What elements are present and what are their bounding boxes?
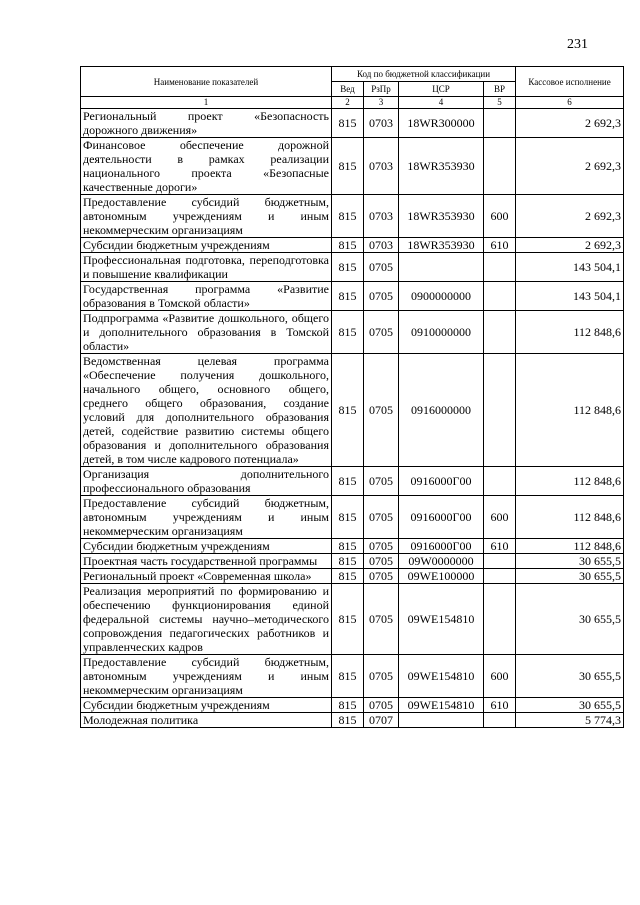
cell-amount: 30 655,5 [516, 655, 624, 698]
cell-name: Профессиональная подготовка, переподготовка и повышение квалификации [81, 253, 332, 282]
cell-vr [484, 138, 516, 195]
table-row [81, 253, 624, 282]
header-ved: Вед [332, 82, 364, 97]
cell-ved: 815 [332, 496, 364, 539]
cell-rzpr: 0703 [364, 138, 399, 195]
cell-name: Проектная часть государственной программы [81, 554, 332, 569]
cell-rzpr: 0705 [364, 253, 399, 282]
cell-ved: 815 [332, 698, 364, 713]
cell-amount: 112 848,6 [516, 311, 624, 354]
cell-csr: 0910000000 [399, 311, 484, 354]
cell-ved: 815 [332, 311, 364, 354]
cell-name: Финансовое обеспечение дорожной деятельности в рамках реализации национального проекта «Безопасные качественные дороги» [81, 138, 332, 195]
table-row [81, 569, 624, 584]
cell-amount: 2 692,3 [516, 109, 624, 138]
cell-vr: 610 [484, 539, 516, 554]
cell-csr: 09WE154810 [399, 655, 484, 698]
cell-name: Молодежная политика [81, 713, 332, 728]
col-number: 6 [516, 97, 624, 109]
cell-name: Субсидии бюджетным учреждениям [81, 539, 332, 554]
cell-vr [484, 282, 516, 311]
cell-vr [484, 467, 516, 496]
cell-vr: 600 [484, 655, 516, 698]
cell-amount: 112 848,6 [516, 467, 624, 496]
cell-vr: 610 [484, 238, 516, 253]
table-row [81, 584, 624, 655]
cell-rzpr: 0705 [364, 698, 399, 713]
cell-csr: 0900000000 [399, 282, 484, 311]
cell-rzpr: 0705 [364, 539, 399, 554]
cell-amount: 2 692,3 [516, 138, 624, 195]
cell-csr: 09WE154810 [399, 584, 484, 655]
cell-ved: 815 [332, 109, 364, 138]
cell-ved: 815 [332, 539, 364, 554]
cell-name: Организация дополнительного профессионального образования [81, 467, 332, 496]
cell-vr [484, 253, 516, 282]
cell-rzpr: 0705 [364, 467, 399, 496]
cell-csr: 0916000Г00 [399, 467, 484, 496]
cell-vr [484, 354, 516, 467]
header-vr: ВР [484, 82, 516, 97]
cell-amount: 30 655,5 [516, 698, 624, 713]
cell-vr [484, 569, 516, 584]
table-row [81, 496, 624, 539]
cell-amount: 143 504,1 [516, 253, 624, 282]
header-rzpr: РзПр [364, 82, 399, 97]
cell-ved: 815 [332, 238, 364, 253]
budget-table [80, 66, 624, 728]
col-number: 1 [81, 97, 332, 109]
header-csr: ЦСР [399, 82, 484, 97]
cell-name: Предоставление субсидий бюджетным, автономным учреждениям и иным некоммерческим организациям [81, 195, 332, 238]
cell-name: Ведомственная целевая программа «Обеспечение получения дошкольного, начального общего, основного общего, среднего общего образования, создание условий для дополнительного образования детей, содействие развитию системы общего образования и дополнительного образования детей, в том числе кадрового потенциала» [81, 354, 332, 467]
cell-rzpr: 0705 [364, 496, 399, 539]
cell-ved: 815 [332, 713, 364, 728]
table-row [81, 655, 624, 698]
table-row [81, 282, 624, 311]
table-row [81, 354, 624, 467]
cell-vr [484, 311, 516, 354]
header-amount: Кассовое исполнение [516, 67, 624, 97]
cell-csr [399, 713, 484, 728]
table-row [81, 713, 624, 728]
cell-csr: 09WE100000 [399, 569, 484, 584]
cell-amount: 2 692,3 [516, 238, 624, 253]
cell-amount: 112 848,6 [516, 496, 624, 539]
table-row [81, 467, 624, 496]
cell-vr [484, 109, 516, 138]
cell-amount: 30 655,5 [516, 569, 624, 584]
cell-ved: 815 [332, 138, 364, 195]
cell-csr: 0916000Г00 [399, 496, 484, 539]
cell-rzpr: 0705 [364, 569, 399, 584]
cell-csr: 0916000Г00 [399, 539, 484, 554]
cell-csr: 09WE154810 [399, 698, 484, 713]
cell-vr: 600 [484, 496, 516, 539]
cell-name: Субсидии бюджетным учреждениям [81, 698, 332, 713]
cell-amount: 30 655,5 [516, 584, 624, 655]
cell-name: Предоставление субсидий бюджетным, автономным учреждениям и иным некоммерческим организациям [81, 496, 332, 539]
cell-ved: 815 [332, 253, 364, 282]
header-name: Наименование показателей [81, 67, 332, 97]
header-classification: Код по бюджетной классификации [332, 67, 516, 82]
cell-name: Государственная программа «Развитие образования в Томской области» [81, 282, 332, 311]
cell-name: Субсидии бюджетным учреждениям [81, 238, 332, 253]
cell-vr [484, 554, 516, 569]
table-row [81, 698, 624, 713]
table-row [81, 138, 624, 195]
cell-csr: 18WR300000 [399, 109, 484, 138]
cell-csr: 09W0000000 [399, 554, 484, 569]
cell-csr: 18WR353930 [399, 138, 484, 195]
cell-ved: 815 [332, 554, 364, 569]
cell-rzpr: 0705 [364, 354, 399, 467]
cell-csr: 18WR353930 [399, 195, 484, 238]
cell-ved: 815 [332, 467, 364, 496]
table-row [81, 109, 624, 138]
cell-csr: 0916000000 [399, 354, 484, 467]
cell-name: Подпрограмма «Развитие дошкольного, общего и дополнительного образования в Томской области» [81, 311, 332, 354]
cell-vr [484, 584, 516, 655]
page-number: 231 [567, 37, 588, 52]
cell-amount: 5 774,3 [516, 713, 624, 728]
cell-amount: 30 655,5 [516, 554, 624, 569]
cell-amount: 112 848,6 [516, 354, 624, 467]
table-row [81, 195, 624, 238]
cell-name: Реализация мероприятий по формированию и обеспечению функционирования единой федеральной системы научно–методического сопровождения педагогических работников и управленческих кадров [81, 584, 332, 655]
cell-rzpr: 0705 [364, 311, 399, 354]
cell-name: Региональный проект «Современная школа» [81, 569, 332, 584]
cell-rzpr: 0703 [364, 109, 399, 138]
cell-rzpr: 0705 [364, 584, 399, 655]
cell-ved: 815 [332, 282, 364, 311]
cell-amount: 2 692,3 [516, 195, 624, 238]
table-row [81, 539, 624, 554]
cell-ved: 815 [332, 195, 364, 238]
cell-ved: 815 [332, 584, 364, 655]
cell-name: Региональный проект «Безопасность дорожного движения» [81, 109, 332, 138]
cell-ved: 815 [332, 354, 364, 467]
cell-ved: 815 [332, 569, 364, 584]
cell-ved: 815 [332, 655, 364, 698]
cell-rzpr: 0705 [364, 554, 399, 569]
cell-amount: 112 848,6 [516, 539, 624, 554]
cell-name: Предоставление субсидий бюджетным, автономным учреждениям и иным некоммерческим организациям [81, 655, 332, 698]
col-number: 2 [332, 97, 364, 109]
cell-rzpr: 0705 [364, 282, 399, 311]
cell-rzpr: 0703 [364, 195, 399, 238]
cell-vr [484, 713, 516, 728]
cell-amount: 143 504,1 [516, 282, 624, 311]
col-number: 5 [484, 97, 516, 109]
table-row [81, 311, 624, 354]
col-number: 3 [364, 97, 399, 109]
cell-rzpr: 0707 [364, 713, 399, 728]
table-row [81, 238, 624, 253]
cell-rzpr: 0703 [364, 238, 399, 253]
cell-csr: 18WR353930 [399, 238, 484, 253]
table-row [81, 554, 624, 569]
cell-csr [399, 253, 484, 282]
cell-rzpr: 0705 [364, 655, 399, 698]
cell-vr: 610 [484, 698, 516, 713]
cell-vr: 600 [484, 195, 516, 238]
col-number: 4 [399, 97, 484, 109]
